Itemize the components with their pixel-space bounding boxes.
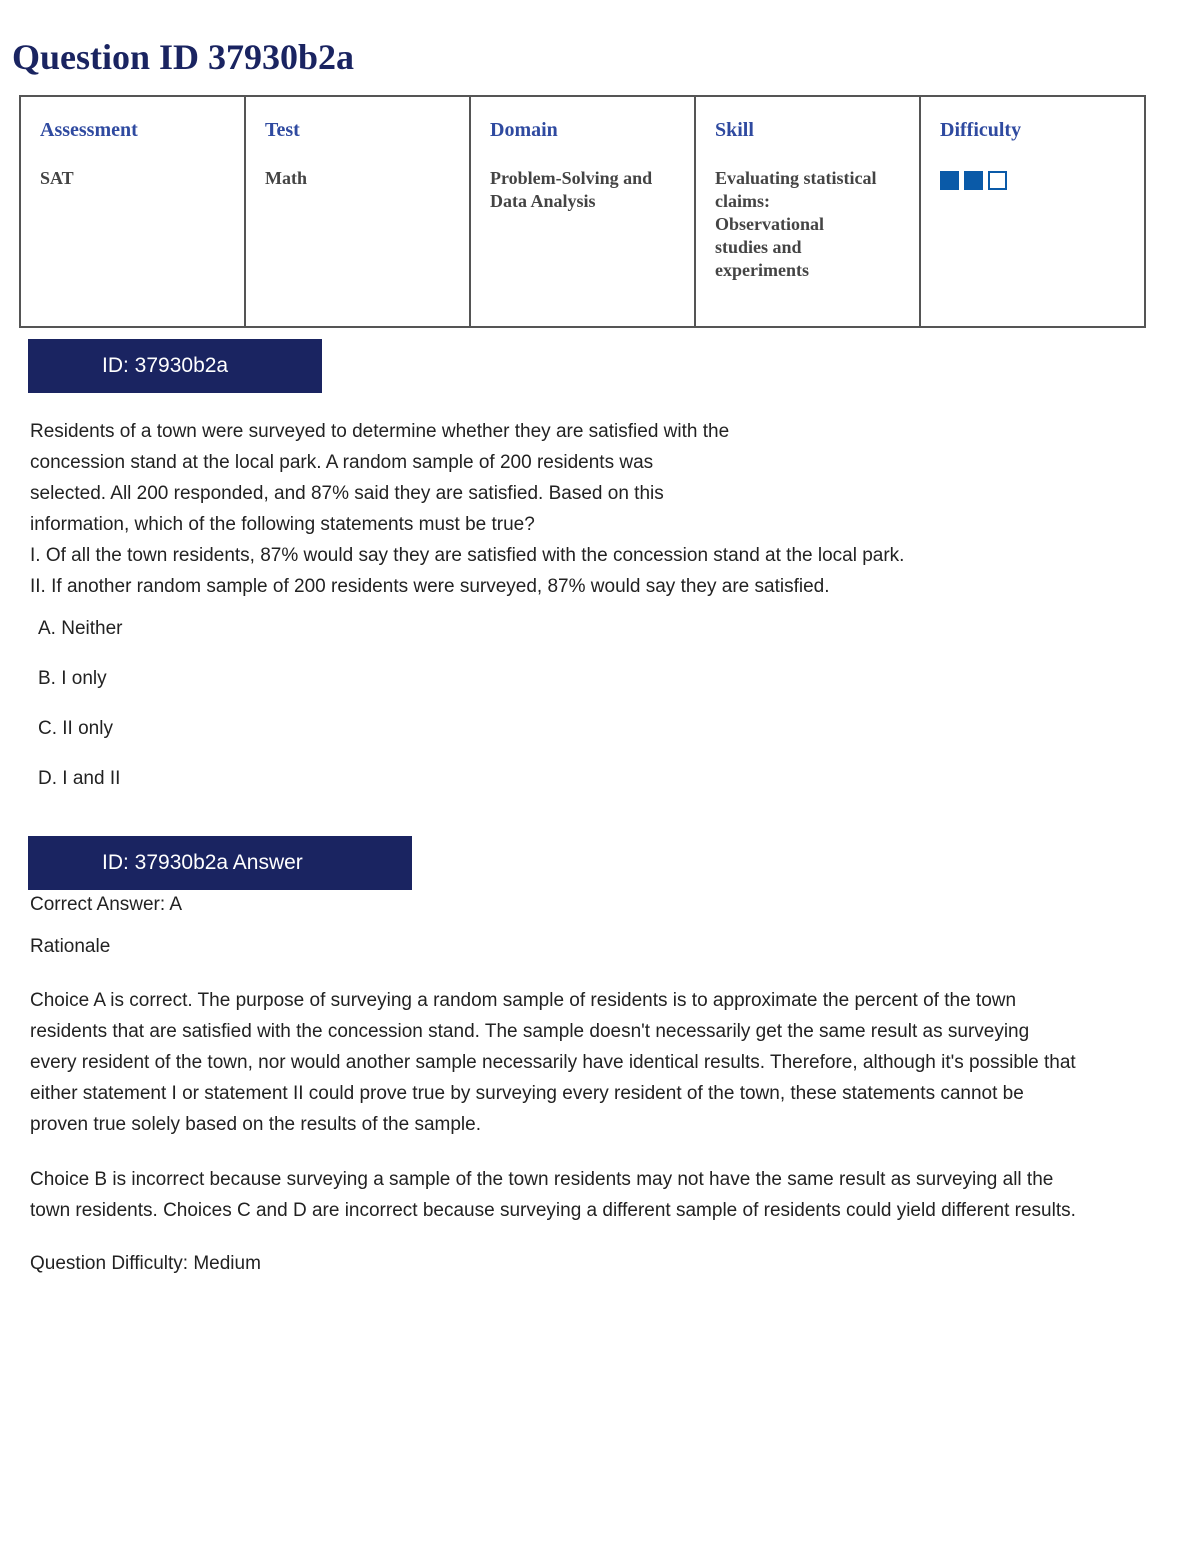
assessment-value (40, 167, 226, 190)
domain-cell (470, 96, 695, 327)
rationale-line: town residents. Choices C and D are incorrect because surveying a different sample of residents could yield different results. (30, 1200, 1076, 1221)
rationale-label: Rationale (30, 936, 111, 957)
skill-value (715, 167, 901, 282)
question-metadata-table (19, 95, 1146, 328)
assessment-value-line: SAT (40, 168, 74, 188)
question-line: Residents of a town were surveyed to determine whether they are satisfied with the (30, 421, 730, 442)
skill-cell (695, 96, 920, 327)
answer-id-banner: ID: 37930b2a Answer (28, 836, 412, 890)
choice-c: C. II only (38, 718, 113, 739)
statement-one: I. Of all the town residents, 87% would say they are satisfied with the concession stand at the local park. (30, 545, 905, 566)
domain-header: Domain (490, 119, 558, 141)
question-line: selected. All 200 responded, and 87% said they are satisfied. Based on this (30, 483, 664, 504)
domain-value (490, 167, 676, 213)
rationale-line: either statement I or statement II could prove true by surveying every resident of the town, these statements cannot be (30, 1083, 1024, 1104)
question-stem (30, 416, 1170, 602)
question-id-banner: ID: 37930b2a (28, 339, 322, 393)
difficulty-cell (920, 96, 1145, 327)
test-cell (245, 96, 470, 327)
answer-section (30, 891, 1170, 1278)
skill-value-line: Observational (715, 214, 825, 234)
rationale-line: Choice A is correct. The purpose of surveying a random sample of residents is to approximate the percent of the town (30, 990, 1017, 1011)
choice-b: B. I only (38, 668, 107, 689)
rationale-line: every resident of the town, nor would another sample necessarily have identical results. Therefore, although it's possible that (30, 1052, 1076, 1073)
rationale-paragraph-correct (30, 985, 1170, 1140)
choice-a: A. Neither (38, 618, 123, 639)
difficulty-square-icon (964, 171, 983, 190)
assessment-cell (20, 96, 245, 327)
correct-answer: Correct Answer: A (30, 894, 183, 915)
rationale-line: residents that are satisfied with the concession stand. The sample doesn't necessarily get the same result as surveying (30, 1021, 1030, 1042)
statement-two: II. If another random sample of 200 residents were surveyed, 87% would say they are satisfied. (30, 576, 830, 597)
skill-value-line: Evaluating statistical (715, 168, 877, 188)
choice-d: D. I and II (38, 768, 121, 789)
skill-header: Skill (715, 119, 754, 141)
question-difficulty: Question Difficulty: Medium (30, 1253, 261, 1274)
rationale-line: proven true solely based on the results of the sample. (30, 1114, 481, 1135)
question-line: information, which of the following statements must be true? (30, 514, 535, 535)
rationale-line: Choice B is incorrect because surveying a sample of the town residents may not have the same result as surveying all the (30, 1169, 1054, 1190)
difficulty-square-icon (940, 171, 959, 190)
domain-value-line: Data Analysis (490, 191, 596, 211)
difficulty-square-icon (988, 171, 1007, 190)
skill-value-line: experiments (715, 260, 809, 280)
test-value-line: Math (265, 168, 307, 188)
assessment-header: Assessment (40, 119, 138, 141)
question-line: concession stand at the local park. A random sample of 200 residents was (30, 452, 654, 473)
difficulty-header: Difficulty (940, 119, 1022, 141)
answer-choices (38, 614, 122, 814)
test-header: Test (265, 119, 300, 141)
test-value (265, 167, 451, 190)
domain-value-line: Problem-Solving and (490, 168, 653, 188)
page-title: Question ID 37930b2a (12, 37, 355, 77)
skill-value-line: claims: (715, 191, 770, 211)
difficulty-indicator (940, 171, 1126, 190)
rationale-paragraph-incorrect (30, 1164, 1170, 1226)
skill-value-line: studies and (715, 237, 802, 257)
